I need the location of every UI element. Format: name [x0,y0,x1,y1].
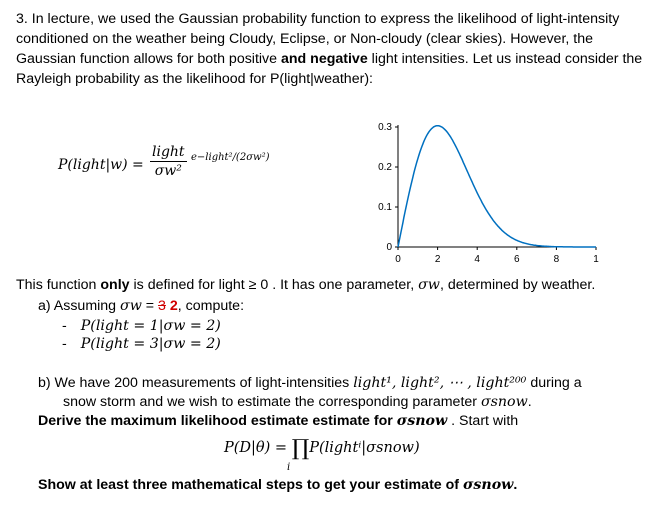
x-tick-label: 1 [593,254,599,265]
part-a-item-2 [62,336,221,352]
part-b-line1-pre: b) We have 200 measurements of light-intensities [38,375,354,391]
part-b-line-2 [63,394,532,410]
part-a-label: a) Assuming [38,298,121,314]
part-a-old-value: 3 [158,298,166,314]
part-b-line2-math: σsnow [480,394,528,410]
formula-lhs: P(light|w) = [58,157,144,173]
intro-end: light intensities. Let us instead consider the Rayleigh probability as the likelihood for P(light|weather): [16,51,643,87]
chart-axes [395,125,596,250]
rayleigh-curve [398,126,596,247]
y-tick-label: 0 [386,242,392,253]
x-tick-label: 4 [474,254,480,265]
definition-post: , determined by weather. [439,277,596,293]
y-tick-label: 0.2 [378,162,392,173]
question-intro [16,9,646,89]
definition-bold: only [100,277,130,293]
final-sigma: σsnow [462,477,514,493]
formula-exponent: e−light²/(2σw²) [191,152,270,163]
final-end: . [513,477,518,493]
eq-lhs: P(D|θ) = [224,440,292,456]
intro-text: 3. In lecture, we used the Gaussian probability function to express the likelihood of light-intensity conditioned on the weather being Cloudy, Eclipse, or Non-cloudy (clear skies). However, the Gaussian function allows for both positive [16,11,620,67]
final-instruction [38,477,517,493]
part-a-item2-math: P(light = 3|σw = 2) [80,336,221,352]
formula-denominator: σw² [154,163,182,179]
y-tick-label: 0.3 [378,122,392,133]
definition-sentence [16,277,595,293]
definition-param: σw [418,277,440,293]
derive-sigma: σsnow [396,413,448,429]
definition-mid: is defined for light ≥ 0 . It has one parameter, [129,277,419,293]
part-b-line1-post: during a [526,375,582,391]
part-a-item1-math: P(light = 1|σw = 2) [80,318,221,334]
derive-post: . Start with [447,413,519,429]
eq-rhs: P(lightⁱ|σsnow) [309,440,420,456]
part-a-eq: = [141,298,159,314]
derive-instruction [38,413,518,429]
formula-numerator: light [152,144,185,160]
part-b-line1-math: light¹, light², ⋯ , light²⁰⁰ [353,375,527,391]
bullet: - [62,336,67,352]
chart-ticks [378,122,599,265]
x-tick-label: 6 [514,254,520,265]
bullet: - [62,318,67,334]
part-b-line2-pre: snow storm and we wish to estimate the corresponding parameter [63,394,481,410]
x-tick-label: 0 [395,254,401,265]
eq-index: i [287,462,291,473]
part-a-sigma: σw [120,298,142,314]
part-b-line-1 [38,375,582,391]
x-tick-label: 8 [553,254,560,265]
y-tick-label: 0.1 [378,202,392,213]
derive-bold: Derive the maximum likelihood estimate estimate for [38,413,397,429]
part-a-end: , compute: [177,298,245,314]
part-a-line [38,298,244,314]
intro-bold: and negative [280,51,368,67]
final-bold: Show at least three mathematical steps to get your estimate of [38,477,463,493]
x-tick-label: 2 [434,254,441,265]
part-a-new-value: 2 [169,298,178,314]
eq-product: ∏ [291,436,310,461]
part-a-item-1 [62,318,221,334]
rayleigh-chart [360,110,605,268]
likelihood-equation [224,436,420,461]
definition-pre: This function [16,277,101,293]
formula-fraction [150,143,187,180]
part-b-line2-post: . [527,394,532,410]
